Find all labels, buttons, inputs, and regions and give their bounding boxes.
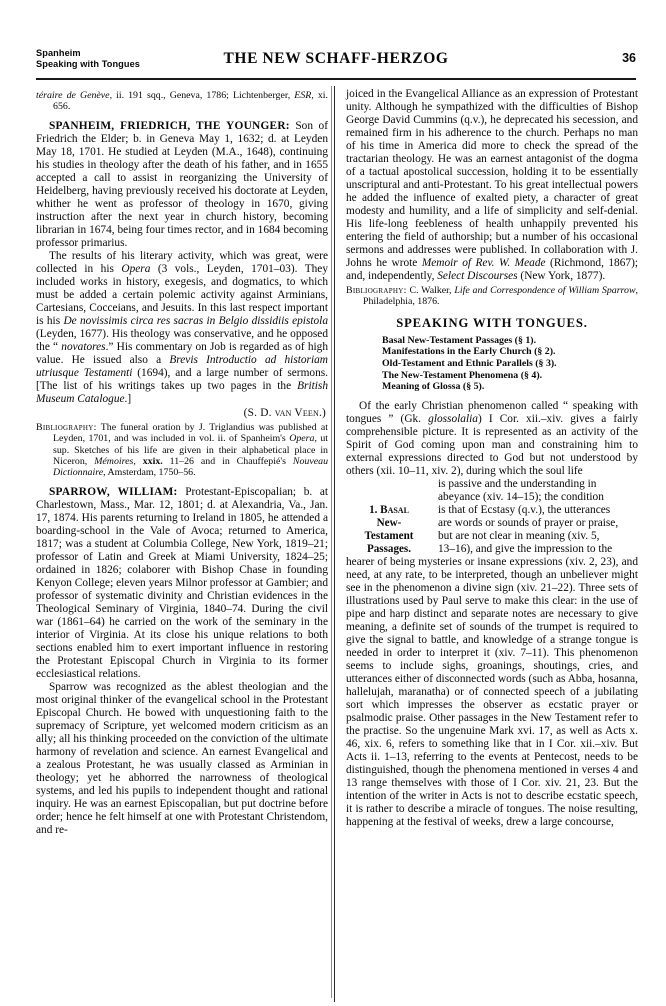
toc-item-1: Basal New-Testament Passages (§ 1). <box>382 334 537 346</box>
wrapped-line-2: abeyance (xiv. 14–15); the condition <box>438 490 604 503</box>
sparrow-cont-b: (Richmond, 1867); and, independently, <box>346 257 639 282</box>
sidenote-label-1 <box>346 504 432 556</box>
sparrow-cont-c: (New York, 1877). <box>517 270 606 282</box>
bib-italic-esr: ESR <box>294 90 312 101</box>
entry-spanheim-para2 <box>36 250 328 406</box>
bib-italic-title: téraire de Genève <box>36 90 110 101</box>
sparrow-cont-a: joiced in the Evangelical Alliance as an expression of Protestant unity. Although he sympathized with the difficulties of Bishop George David Cummins (q.v.), he deprecated his secession, and remained firm in his adherence to the church. Perhaps no man of his time in America did more to check the spread of the tractarian theology. He was an earnest antagonist of the dogma of a tactual apostolical succession, holding it to be essentially unscriptural and anti-Protestant. To his great intellectual powers he added the influence of exalted piety, a character of great modesty and humility, and a life of simplicity and self-denial. His life-long feebleness of health unhappily prevented his entering the field of authorship; but a number of his occasional sermons and addresses were published. In collaboration with J. Johns he wrote <box>346 88 638 269</box>
sparrow-it-select: Select Discourses <box>437 270 518 282</box>
bib-sp-it-opera: Opera <box>289 433 315 445</box>
page-number: 36 <box>622 51 636 65</box>
p2-seg-d: .” His commentary on Job is regarded as of high value. He issued also a <box>36 340 328 366</box>
toc-item-2: Manifestations in the Early Church (§ 2). <box>382 346 556 358</box>
sidenote-line-1: 1. Basal <box>369 503 409 516</box>
p2-seg-c: (Leyden, 1677). His theology was conservative, and he opposed the “ <box>36 327 328 353</box>
bibliography-label-sparrow: Bibliography: <box>346 285 407 296</box>
article-intro-a: Of the early Christian phenomenon called “ speaking with tongues ” (Gk. <box>346 399 638 425</box>
column-divider <box>334 86 335 1002</box>
sidenote-line-3: Testament <box>364 529 414 542</box>
sidenote-line-2: New- <box>376 516 402 529</box>
bib-sp-e: , Amsterdam, 1750–56. <box>103 467 196 479</box>
bib-sp-vol: xxix. <box>142 456 163 468</box>
bib-sp-d: 11–26 and in Chauffepié's <box>162 456 293 468</box>
sidenote-block-1 <box>346 478 638 556</box>
article-contents-list <box>346 335 638 393</box>
bib-sw-b: , Philadelphia, 1876. <box>363 285 639 308</box>
sparrow-it-memoir: Memoir of Rev. W. Meade <box>421 257 546 269</box>
p2-title-de-novissimis: De novissimis circa res sacras in Belgio dissidiis epistola <box>63 314 328 327</box>
entry-headword-sparrow: SPARROW, WILLIAM: <box>49 485 178 498</box>
article-body-continued: hearer of being mysteries or insane expressions (xiv. 2, 23), and need, at any rate, to be interpreted, though an unbeliever might see in the phenomenon a divine sign (xiv. 21–22). Three sets of illustrations used by Paul serve to make this clear: in the use of pipe and harp distinct and separate notes are necessary to give meaning, a definite set of sounds of the trumpet is required to give the signal to battle, and knowledge of a strange tongue is needed in order to interpret it (xiv. 7–11). This phenomenon seems to include sighs, groanings, shoutings, cries, and utterances either of disconnected words (such as Abba, hosanna, hallelujah, maranatha) or of connected speech of a jubilating sort which impresses the observer as ecstatic prayer or psalmodic praise. Other passages in the New Testament refer to the practise. So the ungenuine Mark xvi. 17, as well as Acts x. 46, xix. 6, refers to something like that in I Cor. xii.–xiv. But Acts ii. 1–13, referring to the events at Pentecost, needs to be distinguished, though the phenomena mentioned in verses 4 and 13 range themselves with those of I Cor. xiv. 21, 23. But the intention of the writer in Acts is not to describe ecstatic speech, it is rather to describe a miracle of tongues. The noise resulting, happening at the festival of weeks, drew a large concourse, <box>346 555 638 828</box>
bib-sp-a: The funeral oration by J. Triglandius was published at Leyden, 1701, and was included in vol. ii. of Spanheim's <box>53 421 328 445</box>
bibliography-continued <box>36 90 328 113</box>
p2-title-opera: Opera <box>121 262 151 275</box>
article-it-glossolalia: glossolalia <box>428 412 478 425</box>
right-column <box>346 88 638 829</box>
p2-seg-f: .] <box>124 392 132 405</box>
p2-word-novatores: novatores <box>61 340 106 353</box>
header-rule <box>36 78 636 80</box>
bib-sp-it-nouveau: Nouveau Dictionnaire <box>53 456 329 479</box>
toc-item-3: Old-Testament and Ethnic Parallels (§ 3). <box>382 358 557 369</box>
p2-seg-a: The results of his literary activity, which was great, were collected in his <box>36 249 328 275</box>
bib-sw-a: C. Walker, <box>406 285 455 296</box>
wrapped-line-5: but are not clear in meaning (xiv. 5, <box>438 529 600 542</box>
article-title: SPEAKING WITH TONGUES. <box>396 315 588 330</box>
running-head-title: THE NEW SCHAFF-HERZOG <box>223 50 449 67</box>
bibliography-spanheim <box>36 422 328 479</box>
bib-sp-it-memoires: Mémoires <box>94 456 134 468</box>
toc-item-4: The New-Testament Phenomena (§ 4). <box>382 369 543 381</box>
toc-item-5: Meaning of Glossa (§ 5). <box>382 381 485 393</box>
sparrow-continued <box>346 88 638 283</box>
bibliography-label: Bibliography: <box>36 421 97 433</box>
p2-seg-e: (1694), and a large number of sermons. [The list of his writings takes up two pages in the <box>36 366 328 392</box>
sidenote-line-4: Passages. <box>366 542 412 555</box>
wrapped-line-3: is that of Ecstasy (q.v.), the utterances <box>438 503 611 516</box>
wrapped-line-1: is passive and the understanding in <box>438 477 597 490</box>
column-divider-outer <box>331 86 332 998</box>
p2-seg-b: (3 vols., Leyden, 1701–03). They included works in history, exegesis, and dogmatics, to which must be added a certain polemic activity against Arminians, Cartesians, Cocceians, and Jesuits. In this last respect important is his <box>36 262 328 327</box>
entry-headword-spanheim: SPANHEIM, FRIEDRICH, THE YOUNGER: <box>49 119 290 132</box>
signature-spanheim <box>36 407 328 420</box>
article-intro-b: ) I Cor. xii.–xiv. gives a fairly comprehensible picture. It is represented as an activity of the Spirit of God coming upon man and constraining him to external expressions directed to God but not understood by others (xii. 10–11, xiv. 2), during which the soul life <box>346 412 639 477</box>
entry-sparrow-para2: Sparrow was recognized as the ablest theologian and the most original thinker of the evangelical school in the Protestant Episcopal Church. He bowed with unquestioning faith to the supremacy of Scripture, yet welcomed modern criticism as an ally; all his thinking proceeded on the conviction of the ultimate harmony of revelation and science. An earnest Evangelical and a zealous Protestant, he was usually classed as Arminian in theology; yet he abhorred the narrowness of theological systems, and led his pupils to independent thought and rational inquiry. He was an earnest Episcopalian, but put doctrine before order; hence he felt himself at one with Protestant Christendom, and re- <box>36 680 328 836</box>
wrapped-line-6: 13–16), and give the impression to the <box>438 542 613 555</box>
signature-name: van Veen <box>274 406 319 419</box>
entry-spanheim-body: Son of Friedrich the Elder; b. in Geneva May 1, 1632; d. at Leyden May 18, 1701. He studied at Leyden (M.A., 1648), continuing his studies in theology after the death of his father, and in 1655 accepted a call to assist in reorganizing the University of Heidelberg, having previously received his doctorate at Leyden, whither he went as professor of theology in 1670, giving instruction after the next year in church history, becoming librarian in 1674, being four times rector, and in 1684 becoming professor primarius. <box>36 119 328 249</box>
p2-title-bm-catalogue: British Museum Catalogue <box>36 379 328 405</box>
bib-continued-mid: , ii. 191 sqq., Geneva, 1786; Lichtenberger, <box>109 90 295 101</box>
wrapped-line-4: are words or sounds of prayer or praise, <box>438 516 619 529</box>
bib-continued-tail: , xi. 656. <box>53 90 328 113</box>
p2-title-brevis: Brevis Introductio ad historiam utriusque Testamenti <box>36 353 328 379</box>
entry-spanheim <box>36 120 328 250</box>
bib-sp-b: , ut sup. Sketches of his life are given in their alphabetical place in Niceron, <box>53 433 329 468</box>
article-intro <box>346 400 638 478</box>
signature-prefix: (S. D. <box>243 406 275 419</box>
running-head <box>36 48 636 76</box>
bib-sw-it-title: Life and Correspondence of William Sparrow <box>454 285 636 296</box>
left-column <box>36 88 328 837</box>
running-head-left-line1: Spanheim <box>36 48 81 58</box>
running-head-left-line2: Speaking with Tongues <box>36 58 141 69</box>
bib-sp-c: , <box>133 456 143 468</box>
entry-sparrow <box>36 486 328 681</box>
entry-sparrow-body: Protestant-Episcopalian; b. at Charlestown, Mass., Mar. 12, 1801; d. at Alexandria, Va., Jan. 17, 1874. His parents returning to Ireland in 1805, he attended a boarding-school in the Vale of Avoca; returned to America, 1817; was a student at Columbia College, New York, 1819–21; professor of Latin and Greek at Miami University, 1824–25; ordained in 1826; colaborer with Bishop Chase in founding Kenyon College; eleven years Milnor professor at Gambier; and professor of systematic divinity and Christian evidences in the Theological Seminary of Virginia, 1840–74. During the civil war (1861–64) he carried on the work of the seminary in the interior of Virginia. At its close his unique relations to both sections enabled him to exert important influence in restoring the Protestant Episcopal Church in Virginia to its former ecclesiastical relations. <box>36 485 329 680</box>
bibliography-sparrow <box>346 285 638 308</box>
signature-suffix: .) <box>318 406 326 419</box>
